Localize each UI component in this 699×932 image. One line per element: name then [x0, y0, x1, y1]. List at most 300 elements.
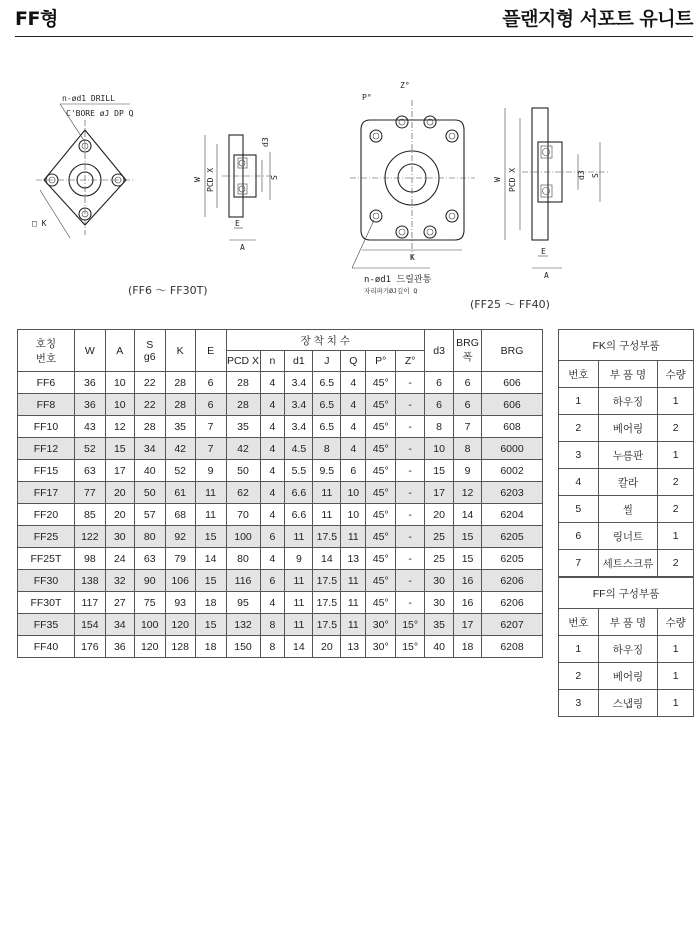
- table-cell: 6000: [482, 438, 543, 460]
- table-cell: -: [396, 394, 425, 416]
- ff-parts-row: [559, 690, 694, 717]
- table-cell: 11: [285, 592, 313, 614]
- dimension-table: [17, 329, 543, 658]
- drill-label: n-ød1 DRILL: [62, 94, 115, 103]
- table-cell: 11: [285, 614, 313, 636]
- table-cell: 10: [105, 372, 134, 394]
- table-cell: 36: [105, 636, 134, 658]
- e-label-right: E: [541, 247, 546, 256]
- table-cell: 80: [226, 548, 260, 570]
- table-cell: 132: [226, 614, 260, 636]
- table-cell: 9: [285, 548, 313, 570]
- table-cell: 98: [74, 548, 105, 570]
- table-cell: 85: [74, 504, 105, 526]
- table-cell: 22: [134, 394, 165, 416]
- a-label-right: A: [544, 271, 549, 280]
- table-cell: 하우징: [598, 388, 658, 415]
- table-row: [18, 548, 543, 570]
- table-cell: 15: [195, 526, 226, 548]
- table-cell: 17.5: [313, 592, 341, 614]
- table-cell: 6205: [482, 526, 543, 548]
- table-cell: 45°: [366, 526, 396, 548]
- table-cell: 베어링: [598, 663, 658, 690]
- table-cell: 77: [74, 482, 105, 504]
- table-cell: 1: [658, 636, 694, 663]
- a-label: A: [240, 243, 245, 252]
- table-cell: 63: [74, 460, 105, 482]
- col-d3: d3: [425, 330, 454, 372]
- table-cell: 34: [134, 438, 165, 460]
- table-cell: 36: [74, 394, 105, 416]
- table-cell: 4: [341, 372, 366, 394]
- table-cell: 4: [260, 460, 285, 482]
- table-cell: 27: [105, 592, 134, 614]
- table-cell: 24: [105, 548, 134, 570]
- table-cell: 45°: [366, 394, 396, 416]
- table-cell: 150: [226, 636, 260, 658]
- table-cell: 6205: [482, 548, 543, 570]
- table-cell: 7: [559, 550, 599, 577]
- s-label-right: S: [591, 173, 600, 178]
- drill-note: n-ød1 드릴관통: [364, 275, 432, 285]
- table-cell: 25: [425, 526, 454, 548]
- table-cell: 120: [165, 614, 195, 636]
- table-cell: 9.5: [313, 460, 341, 482]
- table-cell: 30: [105, 526, 134, 548]
- table-cell: 45°: [366, 504, 396, 526]
- table-cell: FF17: [18, 482, 75, 504]
- fk-parts-table: [558, 329, 694, 577]
- table-row: [18, 570, 543, 592]
- col-p: P°: [366, 351, 396, 372]
- cbore-label: C'BORE øJ DP Q: [66, 109, 134, 118]
- table-row: [18, 372, 543, 394]
- table-cell: 40: [134, 460, 165, 482]
- table-cell: 13: [341, 636, 366, 658]
- table-cell: 120: [134, 636, 165, 658]
- fk-parts-row: [559, 469, 694, 496]
- table-cell: 61: [165, 482, 195, 504]
- table-cell: 6: [425, 372, 454, 394]
- table-cell: FF6: [18, 372, 75, 394]
- table-cell: 14: [195, 548, 226, 570]
- table-cell: 2: [658, 469, 694, 496]
- table-cell: 11: [341, 570, 366, 592]
- table-cell: 52: [165, 460, 195, 482]
- table-cell: 79: [165, 548, 195, 570]
- d3-label-right: d3: [577, 170, 586, 180]
- table-cell: 6: [454, 394, 482, 416]
- table-cell: 7: [454, 416, 482, 438]
- small-flange-front-view: [32, 94, 135, 238]
- p-angle-label: P°: [362, 93, 372, 102]
- table-cell: -: [396, 504, 425, 526]
- table-cell: 6: [341, 460, 366, 482]
- col-brg-width: BRG 폭: [454, 330, 482, 372]
- table-cell: -: [396, 372, 425, 394]
- table-cell: 1: [658, 523, 694, 550]
- col-j: J: [313, 351, 341, 372]
- table-cell: 누름판: [598, 442, 658, 469]
- ff-parts-title: FF의 구성부품: [559, 578, 694, 609]
- col-group-mounting: 장 착 치 수: [226, 330, 425, 351]
- table-cell: 11: [195, 504, 226, 526]
- table-cell: 6.5: [313, 394, 341, 416]
- col-d1: d1: [285, 351, 313, 372]
- pcd-label-right: PCD X: [508, 167, 517, 192]
- table-cell: 15: [425, 460, 454, 482]
- table-cell: 45°: [366, 570, 396, 592]
- table-cell: 36: [74, 372, 105, 394]
- table-cell: 6: [454, 372, 482, 394]
- cbore-note: 자리파기ØJ깊이 Q: [364, 287, 418, 295]
- table-cell: 28: [165, 394, 195, 416]
- table-cell: 10: [341, 482, 366, 504]
- table-cell: FF25: [18, 526, 75, 548]
- table-cell: 4: [341, 416, 366, 438]
- table-cell: 70: [226, 504, 260, 526]
- table-cell: 2: [559, 663, 599, 690]
- ff-parts-row: [559, 636, 694, 663]
- fk-parts-row: [559, 523, 694, 550]
- table-cell: 6: [425, 394, 454, 416]
- table-cell: 606: [482, 394, 543, 416]
- table-cell: 링너트: [598, 523, 658, 550]
- table-cell: 75: [134, 592, 165, 614]
- table-cell: 34: [105, 614, 134, 636]
- s-label: S: [270, 175, 279, 180]
- fk-col-name: 부 품 명: [598, 361, 658, 388]
- table-cell: 2: [658, 496, 694, 523]
- table-cell: 8: [260, 636, 285, 658]
- table-cell: 18: [195, 592, 226, 614]
- table-cell: 10: [425, 438, 454, 460]
- page-title: 플랜지형 서포트 유니트: [502, 8, 693, 30]
- table-row: [18, 394, 543, 416]
- table-cell: 9: [195, 460, 226, 482]
- fk-parts-title: FK의 구성부품: [559, 330, 694, 361]
- table-cell: 15: [454, 548, 482, 570]
- table-cell: 45°: [366, 460, 396, 482]
- table-cell: 35: [165, 416, 195, 438]
- table-cell: 2: [658, 550, 694, 577]
- ff-parts-table: [558, 577, 694, 717]
- technical-drawings: [0, 60, 699, 330]
- table-cell: 11: [341, 614, 366, 636]
- table-cell: 4: [260, 482, 285, 504]
- table-cell: 28: [134, 416, 165, 438]
- table-row: [18, 592, 543, 614]
- large-flange-front-view: [350, 81, 475, 295]
- table-cell: 4: [260, 416, 285, 438]
- col-w: W: [74, 330, 105, 372]
- table-cell: 57: [134, 504, 165, 526]
- table-cell: 122: [74, 526, 105, 548]
- table-cell: 4: [260, 438, 285, 460]
- header-divider: [15, 36, 693, 37]
- table-cell: 6207: [482, 614, 543, 636]
- table-cell: 45°: [366, 548, 396, 570]
- table-cell: -: [396, 526, 425, 548]
- z-angle-label: Z°: [400, 81, 410, 90]
- table-cell: 28: [226, 394, 260, 416]
- table-cell: 6.5: [313, 416, 341, 438]
- table-cell: FF15: [18, 460, 75, 482]
- table-cell: 15: [195, 570, 226, 592]
- table-cell: 5: [559, 496, 599, 523]
- fk-col-no: 번호: [559, 361, 599, 388]
- table-cell: FF30: [18, 570, 75, 592]
- table-cell: 154: [74, 614, 105, 636]
- table-cell: 608: [482, 416, 543, 438]
- col-n: n: [260, 351, 285, 372]
- table-cell: 43: [74, 416, 105, 438]
- table-cell: 17: [454, 614, 482, 636]
- table-cell: 128: [165, 636, 195, 658]
- table-cell: 28: [226, 372, 260, 394]
- table-cell: 18: [454, 636, 482, 658]
- table-cell: 8: [313, 438, 341, 460]
- table-cell: 100: [226, 526, 260, 548]
- table-cell: 62: [226, 482, 260, 504]
- table-cell: 2: [658, 415, 694, 442]
- pcd-label: PCD X: [206, 167, 215, 192]
- col-a: A: [105, 330, 134, 372]
- table-cell: 15: [195, 614, 226, 636]
- ff-parts-row: [559, 663, 694, 690]
- table-cell: 10: [105, 394, 134, 416]
- table-cell: 90: [134, 570, 165, 592]
- table-row: [18, 438, 543, 460]
- k-label: □ K: [32, 219, 47, 228]
- fk-col-qty: 수량: [658, 361, 694, 388]
- col-k: K: [165, 330, 195, 372]
- table-cell: FF10: [18, 416, 75, 438]
- table-cell: 1: [658, 388, 694, 415]
- table-cell: FF8: [18, 394, 75, 416]
- table-cell: 606: [482, 372, 543, 394]
- table-cell: 6.6: [285, 504, 313, 526]
- table-cell: 116: [226, 570, 260, 592]
- table-cell: 하우징: [598, 636, 658, 663]
- d3-label: d3: [261, 137, 270, 147]
- table-cell: 6: [559, 523, 599, 550]
- table-cell: 17: [105, 460, 134, 482]
- fk-parts-row: [559, 496, 694, 523]
- table-cell: 14: [285, 636, 313, 658]
- table-cell: 30°: [366, 636, 396, 658]
- table-cell: 35: [226, 416, 260, 438]
- section-title: FF형: [15, 8, 58, 30]
- ff-col-no: 번호: [559, 609, 599, 636]
- table-cell: 1: [658, 663, 694, 690]
- col-q: Q: [341, 351, 366, 372]
- table-cell: 12: [105, 416, 134, 438]
- table-cell: 18: [195, 636, 226, 658]
- table-cell: 17.5: [313, 570, 341, 592]
- table-row: [18, 636, 543, 658]
- table-cell: 25: [425, 548, 454, 570]
- col-pcd: PCD X: [226, 351, 260, 372]
- large-flange-side-view: [493, 108, 610, 280]
- table-cell: 92: [165, 526, 195, 548]
- fk-parts-row: [559, 550, 694, 577]
- col-model: 호칭 번호: [18, 330, 75, 372]
- table-cell: 100: [134, 614, 165, 636]
- table-cell: 8: [260, 614, 285, 636]
- table-cell: 4: [260, 592, 285, 614]
- table-cell: 95: [226, 592, 260, 614]
- table-cell: FF20: [18, 504, 75, 526]
- table-cell: 10: [341, 504, 366, 526]
- table-cell: 3.4: [285, 372, 313, 394]
- table-cell: 6: [195, 372, 226, 394]
- table-cell: 6: [260, 570, 285, 592]
- table-cell: 30: [425, 592, 454, 614]
- table-cell: 30: [425, 570, 454, 592]
- table-cell: 50: [134, 482, 165, 504]
- table-cell: -: [396, 570, 425, 592]
- fk-parts-row: [559, 442, 694, 469]
- table-cell: -: [396, 438, 425, 460]
- table-cell: 9: [454, 460, 482, 482]
- table-cell: 6208: [482, 636, 543, 658]
- table-cell: 35: [425, 614, 454, 636]
- table-cell: 11: [285, 570, 313, 592]
- table-cell: 17.5: [313, 614, 341, 636]
- table-cell: 4: [559, 469, 599, 496]
- table-cell: 4.5: [285, 438, 313, 460]
- table-cell: 32: [105, 570, 134, 592]
- table-cell: 6.6: [285, 482, 313, 504]
- table-row: [18, 614, 543, 636]
- table-cell: 15°: [396, 636, 425, 658]
- ff-col-qty: 수량: [658, 609, 694, 636]
- table-cell: 13: [341, 548, 366, 570]
- table-cell: 80: [134, 526, 165, 548]
- table-cell: 3.4: [285, 416, 313, 438]
- table-cell: 45°: [366, 438, 396, 460]
- small-flange-side-view: [193, 135, 279, 252]
- table-cell: FF30T: [18, 592, 75, 614]
- k-label-right: K: [410, 253, 415, 262]
- table-cell: 6: [195, 394, 226, 416]
- table-cell: 17: [425, 482, 454, 504]
- e-label: E: [235, 219, 240, 228]
- table-cell: 14: [454, 504, 482, 526]
- table-cell: 22: [134, 372, 165, 394]
- col-s: S g6: [134, 330, 165, 372]
- table-cell: 1: [658, 690, 694, 717]
- table-cell: 68: [165, 504, 195, 526]
- w-label: W: [193, 177, 202, 182]
- table-cell: 14: [313, 548, 341, 570]
- table-cell: 20: [105, 504, 134, 526]
- table-cell: 씰: [598, 496, 658, 523]
- table-cell: 2: [559, 415, 599, 442]
- table-cell: 5.5: [285, 460, 313, 482]
- table-cell: 45°: [366, 482, 396, 504]
- table-cell: 11: [313, 482, 341, 504]
- table-cell: 30°: [366, 614, 396, 636]
- table-cell: 1: [658, 442, 694, 469]
- table-cell: 42: [226, 438, 260, 460]
- table-cell: FF40: [18, 636, 75, 658]
- table-cell: -: [396, 460, 425, 482]
- table-cell: 칼라: [598, 469, 658, 496]
- table-cell: 세트스크류: [598, 550, 658, 577]
- table-cell: 6.5: [313, 372, 341, 394]
- table-cell: 11: [285, 526, 313, 548]
- table-cell: FF12: [18, 438, 75, 460]
- table-cell: 4: [260, 394, 285, 416]
- w-label-right: W: [493, 177, 502, 182]
- table-cell: 1: [559, 388, 599, 415]
- table-cell: 93: [165, 592, 195, 614]
- table-cell: 3: [559, 442, 599, 469]
- table-cell: 3: [559, 690, 599, 717]
- table-cell: 7: [195, 438, 226, 460]
- table-cell: 40: [425, 636, 454, 658]
- col-e: E: [195, 330, 226, 372]
- table-cell: 176: [74, 636, 105, 658]
- table-row: [18, 482, 543, 504]
- fk-parts-row: [559, 388, 694, 415]
- table-cell: 베어링: [598, 415, 658, 442]
- table-cell: 6: [260, 526, 285, 548]
- table-cell: -: [396, 548, 425, 570]
- table-cell: 6203: [482, 482, 543, 504]
- table-cell: 3.4: [285, 394, 313, 416]
- table-cell: 1: [559, 636, 599, 663]
- table-cell: 7: [195, 416, 226, 438]
- table-cell: 8: [425, 416, 454, 438]
- table-row: [18, 526, 543, 548]
- table-cell: 12: [454, 482, 482, 504]
- table-cell: -: [396, 592, 425, 614]
- table-cell: 138: [74, 570, 105, 592]
- table-cell: -: [396, 416, 425, 438]
- table-cell: 17.5: [313, 526, 341, 548]
- table-cell: FF25T: [18, 548, 75, 570]
- table-cell: 42: [165, 438, 195, 460]
- left-drawing-caption: (FF6 ～ FF30T): [128, 284, 208, 297]
- table-cell: 45°: [366, 372, 396, 394]
- table-cell: 4: [260, 372, 285, 394]
- table-cell: 106: [165, 570, 195, 592]
- right-drawing-caption: (FF25 ～ FF40): [470, 298, 550, 311]
- table-cell: 11: [341, 526, 366, 548]
- table-cell: 15: [105, 438, 134, 460]
- col-brg: BRG: [482, 330, 543, 372]
- table-cell: 28: [165, 372, 195, 394]
- fk-parts-row: [559, 415, 694, 442]
- table-cell: 6206: [482, 592, 543, 614]
- table-row: [18, 416, 543, 438]
- table-cell: 6204: [482, 504, 543, 526]
- table-row: [18, 460, 543, 482]
- table-cell: 11: [341, 592, 366, 614]
- table-cell: 4: [260, 548, 285, 570]
- table-cell: -: [396, 482, 425, 504]
- col-z: Z°: [396, 351, 425, 372]
- table-cell: 15: [454, 526, 482, 548]
- table-cell: 52: [74, 438, 105, 460]
- table-cell: 50: [226, 460, 260, 482]
- table-cell: 6206: [482, 570, 543, 592]
- table-row: [18, 504, 543, 526]
- table-cell: 16: [454, 592, 482, 614]
